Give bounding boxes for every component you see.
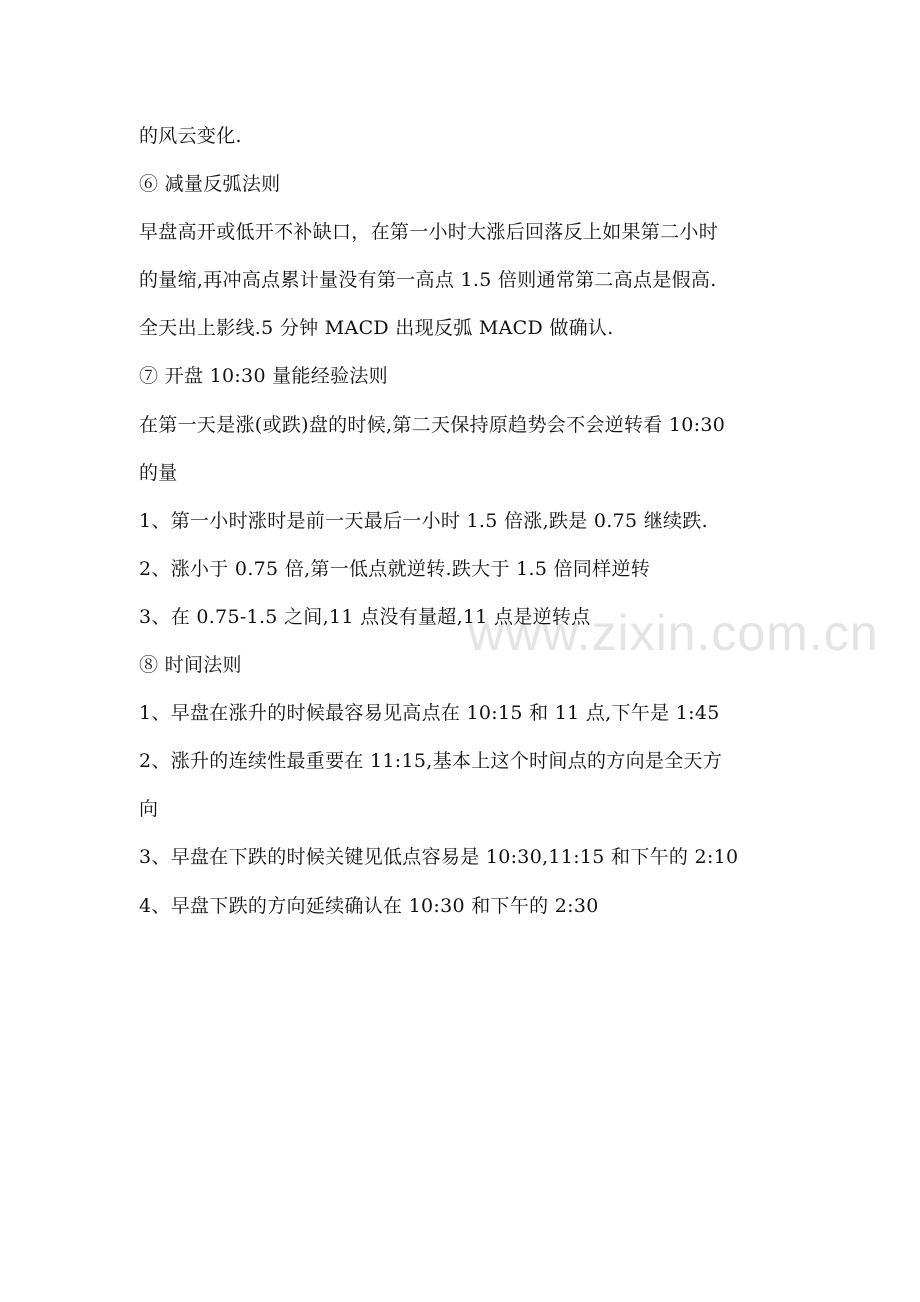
text-line: 的风云变化. — [139, 125, 242, 147]
text-line: 的量 — [139, 461, 178, 484]
list-item: 3、早盘在下跌的时候关键见低点容易是 10:30,11:15 和下午的 2:10 — [139, 846, 739, 869]
text-line: 全天出上影线.5 分钟 MACD 出现反弧 MACD 做确认. — [139, 317, 614, 340]
list-item: 4、早盘下跌的方向延续确认在 10:30 和下午的 2:30 — [139, 894, 599, 917]
watermark-text: www.zixin.com.cn — [468, 605, 879, 661]
list-item: 2、涨升的连续性最重要在 11:15,基本上这个时间点的方向是全天方 — [139, 750, 723, 773]
list-item: 1、第一小时涨时是前一天最后一小时 1.5 倍涨,跌是 0.75 继续跌. — [139, 509, 708, 532]
section-heading-8: ⑧ 时间法则 — [139, 654, 242, 677]
section-heading-6: ⑥ 减量反弧法则 — [139, 173, 281, 196]
list-item: 3、在 0.75-1.5 之间,11 点没有量超,11 点是逆转点 — [139, 605, 591, 628]
list-item: 1、早盘在涨升的时候最容易见高点在 10:15 和 11 点,下午是 1:45 — [139, 702, 720, 725]
section-heading-7: ⑦ 开盘 10:30 量能经验法则 — [139, 365, 388, 388]
text-line: 早盘高开或低开不补缺口，在第一小时大涨后回落反上如果第二小时 — [139, 221, 719, 244]
text-line: 的量缩,再冲高点累计量没有第一高点 1.5 倍则通常第二高点是假高. — [139, 269, 717, 292]
list-item: 2、涨小于 0.75 倍,第一低点就逆转.跌大于 1.5 倍同样逆转 — [139, 557, 651, 580]
text-line: 在第一天是涨(或跌)盘的时候,第二天保持原趋势会不会逆转看 10:30 — [139, 413, 726, 436]
text-line: 向 — [139, 798, 159, 821]
document-body — [139, 112, 799, 930]
